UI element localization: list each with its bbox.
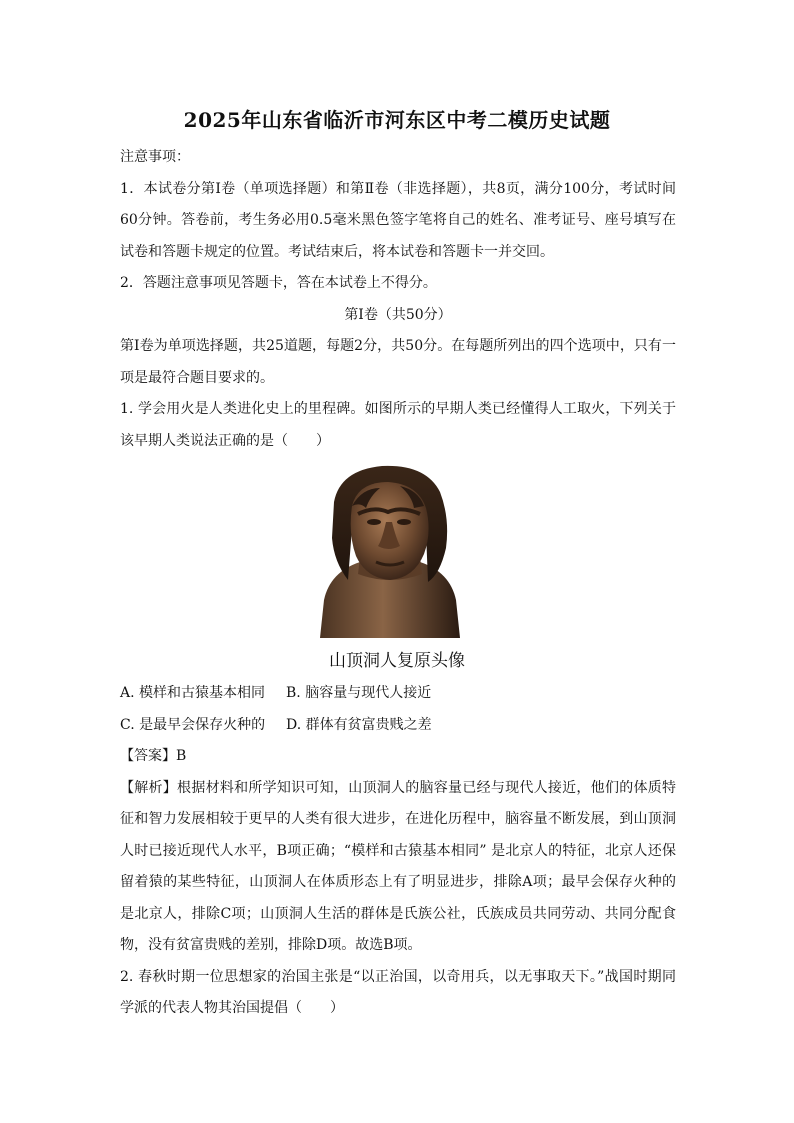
bust-image <box>300 462 480 638</box>
option-a: A. 模样和古猿基本相同 <box>120 685 266 701</box>
analysis-paragraph: 【解析】根据材料和所学知识可知，山顶洞人的脑容量已经与现代人接近，他们的体质特征和智力发展相较于更早的人类有很大进步，在进化历程中，脑容量不断发展，到山顶洞人时已接近现代人水平，B项正确；“模样和古猿基本相同” 是北京人的特征，北京人还保留着猿的某些特征，山顶洞人在体质形态上有了明显进步，排除A项；最早会保存火种的是北京人，排除C项；山顶洞人生活的群体是氏族公社，氏族成员共同劳动、共同分配食物，没有贫富贵贱的差别，排除D项。故选B项。 <box>120 779 676 953</box>
question-1-stem: 1. 学会用火是人类进化史上的里程碑。如图所示的早期人类已经懂得人工取火，下列关于该早期人类说法正确的是（ ） <box>120 401 676 449</box>
question-1-options <box>120 678 676 741</box>
option-d: D. 群体有贫富贵贱之差 <box>286 716 432 733</box>
figure-caption: 山顶洞人复原头像 <box>329 651 465 671</box>
answer-block <box>120 741 676 1025</box>
exam-title: 2025年山东省临沂市河东区中考二模历史试题 <box>183 108 611 132</box>
notice-item-1: 1．本试卷分第Ⅰ卷（单项选择题）和第Ⅱ卷（非选择题），共8页，满分100分，考试时间60分钟。答卷前，考生务必用0.5毫米黑色签字笔将自己的姓名、准考证号、座号填写在试卷和答题卡规定的位置。考试结束后，将本试卷和答题卡一并交回。 <box>120 180 676 260</box>
section-heading: 第Ⅰ卷（共50分） <box>344 306 452 323</box>
question-2-stem: 2. 春秋时期一位思想家的治国主张是“以正治国，以奇用兵，以无事取天下。”战国时期同学派的代表人物其治国提倡（ ） <box>120 968 676 1016</box>
section-intro: 第Ⅰ卷为单项选择题，共25道题，每题2分，共50分。在每题所列出的四个选项中，只有一项是最符合题目要求的。 <box>120 338 676 386</box>
notice-heading: 注意事项： <box>120 149 190 165</box>
notice-block <box>120 142 676 457</box>
notice-item-2: 2．答题注意事项见答题卡，答在本试卷上不得分。 <box>120 275 437 291</box>
option-b: B. 脑容量与现代人接近 <box>286 685 432 701</box>
answer-line: 【答案】B <box>120 748 187 764</box>
options-row-1 <box>120 678 676 710</box>
options-row-2 <box>120 710 676 742</box>
option-c: C. 是最早会保存火种的 <box>120 716 266 733</box>
